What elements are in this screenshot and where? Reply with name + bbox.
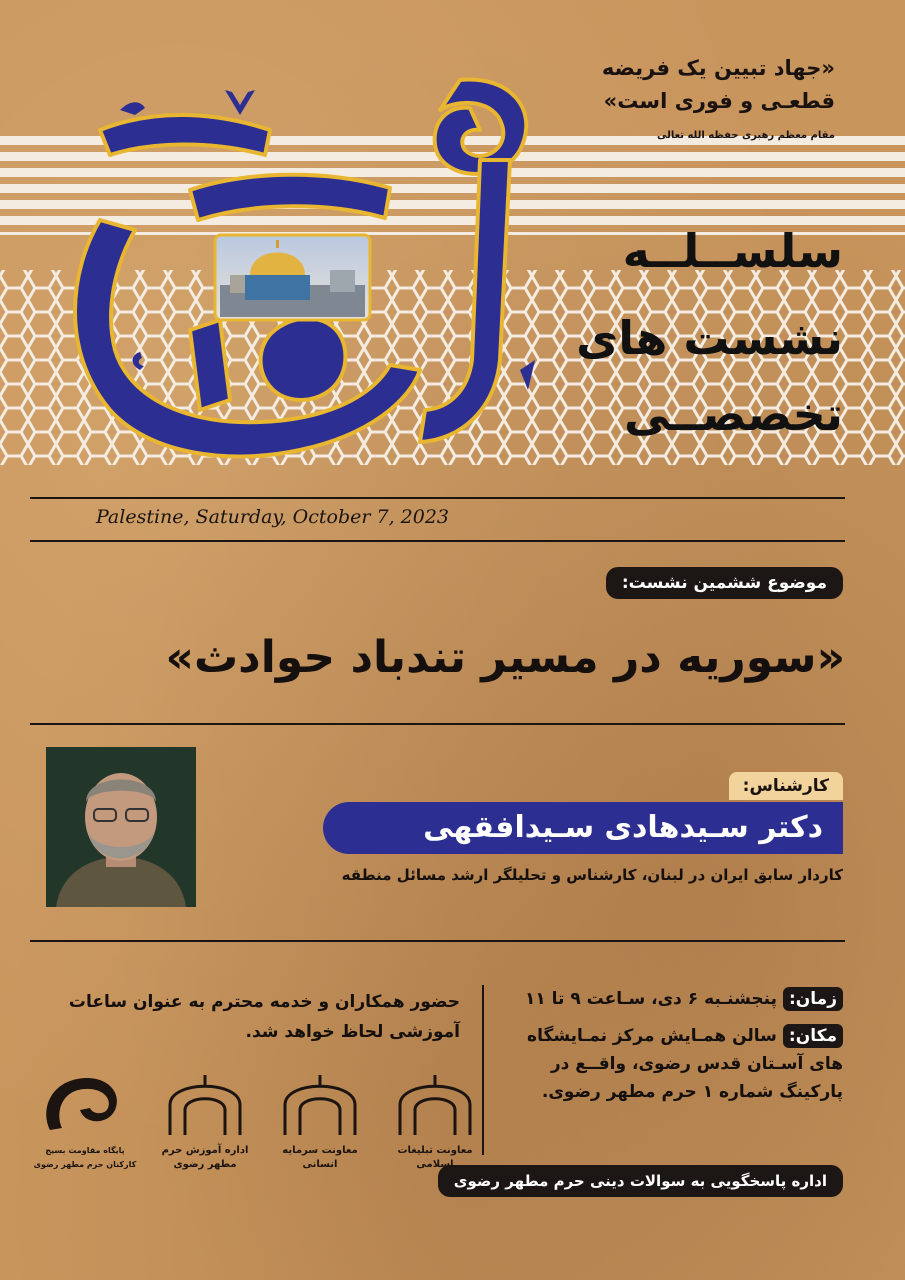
logo-3-caption: اداره آموزش حرم مطهر رضوی: [161, 1145, 249, 1170]
topic-title: «سوریه در مسیر تندباد حوادث»: [165, 632, 845, 683]
shrine-emblem-icon: [265, 1070, 375, 1140]
attendance-note: حضور همکاران و خدمه محترم به عنوان ساعات آموزشی لحاظ خواهد شد.: [68, 992, 460, 1042]
leader-quote: [505, 52, 835, 118]
divider-top: [30, 497, 845, 499]
logo-2-caption: معاونت سرمایه انسانی: [282, 1145, 358, 1170]
series-line-2: نشست های: [576, 311, 843, 365]
expert-description: کاردار سابق ایران در لبنان، کارشناس و تحلیلگر ارشد مسائل منطقه: [341, 866, 843, 884]
shrine-emblem-icon: [150, 1070, 260, 1140]
time-value: پنجشنـبه ۶ دی، سـاعت ۹ تا ۱۱: [524, 989, 777, 1009]
logo-human-capital: [265, 1070, 375, 1190]
topic-label: موضوع ششمین نشست:: [606, 567, 843, 599]
expert-photo: [46, 747, 196, 907]
date-line: Palestine, Saturday, October 7, 2023: [96, 506, 450, 528]
organizer-footer: اداره پاسخگویی به سوالات دینی حرم مطهر رضوی: [438, 1165, 843, 1197]
expert-name: دکتر سـیدهادی سـیدافقهی: [323, 802, 843, 854]
quote-line-1: «جهاد تبیین یک فریضه: [601, 56, 835, 80]
place-value: سالن همـایش مرکز نمـایشگاه های آسـتان قدس رضوی، واقــع در پارکینگ شماره ۱ حرم مطهر رضوی.: [527, 1026, 843, 1102]
calligraphy-logo: [40, 70, 570, 490]
quote-attribution: مقام معظم رهبری حفظه الله تعالی: [656, 130, 835, 141]
expert-label: کارشناس:: [729, 772, 843, 800]
shrine-emblem-icon: [380, 1070, 490, 1140]
series-line-3: تخصصــی: [623, 387, 843, 441]
place-row: [493, 1022, 843, 1106]
logo-4-caption: پایگاه مقاومت بسیج کارکنان حرم مطهر رضوی: [33, 1146, 137, 1169]
time-label: زمان:: [783, 987, 843, 1011]
quote-line-2: قطعـی و فوری است»: [603, 89, 835, 113]
logo-administration: [150, 1070, 260, 1190]
divider-bottom: [30, 540, 845, 542]
place-label: مکان:: [783, 1024, 843, 1048]
logo-basij: [30, 1070, 140, 1190]
logo-1-caption: معاونت تبلیغات اسلامی: [397, 1145, 473, 1170]
logo-islamic-propagation: [380, 1070, 490, 1190]
karnameh-logo-icon: [30, 1070, 130, 1140]
divider-middle: [30, 723, 845, 725]
divider-lower: [30, 940, 845, 942]
time-row: [493, 985, 843, 1013]
series-line-1: سلســلــه: [622, 224, 843, 278]
